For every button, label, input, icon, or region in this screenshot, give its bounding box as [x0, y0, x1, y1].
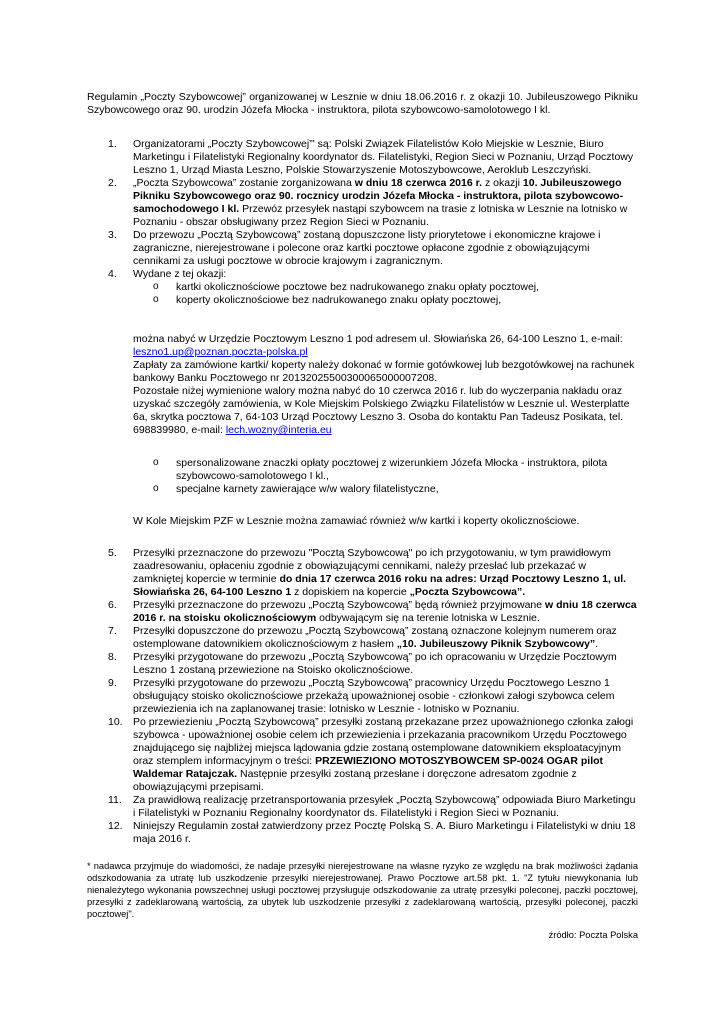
- item-text: Przesyłki dopuszczone do przewozu „Pocztą Szybowcową” zostaną oznaczone kolejnym numerem oraz ostemplowane datownikiem okolicznościowym z hasłem: [133, 625, 617, 650]
- item-text: Przesyłki przeznaczone do przewozu „Pocztą Szybowcową” będą również przyjmowane: [133, 599, 546, 611]
- item-text: Wydane z tej okazji:: [133, 268, 227, 280]
- document-page: [87, 91, 638, 942]
- item-number: 2.: [108, 177, 117, 189]
- item-number: 12.: [108, 820, 123, 832]
- list-item: [87, 625, 638, 651]
- bullet-marker: o: [153, 483, 159, 494]
- item-bold-slogan: „10. Jubileuszowy Piknik Szybowcowy”: [396, 638, 596, 650]
- item-number: 4.: [108, 268, 117, 280]
- item-bold-stamp: PRZEWIEZIONO MOTOSZYBOWCEM SP-0024 OGAR pilot Waldemar Ratajczak.: [133, 755, 604, 780]
- item-number: 1.: [108, 138, 117, 150]
- item-number: 8.: [108, 651, 117, 663]
- item-text: Przewóz przesyłek nastąpi szybowcem na trasie z lotniska w Lesznie na lotnisko w Poznaniu - obszar obsługiwany przez Region Sieci w Poznaniu.: [133, 203, 628, 228]
- item-text: .: [595, 638, 599, 650]
- email-link-leszno[interactable]: leszno1.up@poznan.poczta-polska.pl: [133, 346, 308, 358]
- item-bold-address: do dnia 17 czerwca 2016 roku na adres: Urząd Pocztowy Leszno 1, ul. Słowiańska 26, 64-100 Leszno 1: [133, 573, 627, 598]
- list-item: [87, 547, 638, 599]
- bullet-item: [87, 457, 638, 483]
- item-number: 3.: [108, 229, 117, 241]
- item-number: 5.: [108, 547, 117, 559]
- bullet-text: spersonalizowane znaczki opłaty pocztowej z wizerunkiem Józefa Młocka - instruktora, pilota szybowcowo-samolotowego I kl.,: [176, 457, 608, 482]
- item-bold-date: w dniu 18 czerwca 2016 r.: [354, 177, 483, 189]
- item-text: Do przewozu „Pocztą Szybowcową” zostaną dopuszczone listy priorytetowe i ekonomiczne krajowe i zagraniczne, nierejestrowane i polecone oraz kartki pocztowe opłacone zgodnie z obowiązującymi cennikami za usługi pocztowe w obrocie krajowym i zagranicznym.: [133, 229, 601, 267]
- item-text: Następnie przesyłki zostaną przesłane i doręczone adresatom zgodnie z obowiązującymi przepisami.: [133, 768, 577, 793]
- bullet-text: koperty okolicznościowe bez nadrukowanego znaku opłaty pocztowej,: [176, 294, 502, 306]
- list-item: [87, 716, 638, 794]
- purchase-text: można nabyć w Urzędzie Pocztowym Leszno 1 pod adresem ul. Słowiańska 26, 64-100 Leszno 1, e-mail:: [133, 333, 623, 345]
- item-text: Niniejszy Regulamin został zatwierdzony przez Pocztę Polską S. A. Biuro Marketingu i Filatelistyki w dniu 18 maja 2016 r.: [133, 820, 636, 845]
- item-number: 10.: [108, 716, 123, 728]
- list-item: [87, 794, 638, 820]
- bullet-text: specjalne karnety zawierające w/w walory filatelistyczne,: [176, 483, 439, 495]
- footnote: * nadawca przyjmuje do wiadomości, że nadaje przesyłki nierejestrowane na własne ryzyko ze względu na brak możliwości żądania odszkodowania za utratę lub uszkodzenie przesyłki nierejestrowanej. Prawo Pocztowe art.58 pkt. 1. "Z tytułu niewykonania lub nienależytego wykonania powszechnej usługi pocztowej przysługuje odszkodowanie za utratę przesyłki poleconej, paczki pocztowej, przesyłki z zadeklarowaną wartością, za ubytek lub uszkodzenie przesyłki z zadeklarowaną wartością, przesyłki poleconej, paczki pocztowej".: [87, 861, 638, 919]
- item-bold-label: „Poczta Szybowcowa”.: [409, 586, 526, 598]
- item-text: odbywającym się na terenie lotniska w Lesznie.: [316, 612, 540, 624]
- email-link-contact[interactable]: lech.wozny@interia.eu: [225, 424, 332, 436]
- item-bold-event: 10. Jubileuszowego Pikniku Szybowcowego oraz 90. rocznicy urodzin Józefa Młocka - instruktora, pilota szybowcowo-samochodowego I kl.: [133, 177, 624, 215]
- item-text: Po przewiezieniu „Pocztą Szybowcową” przesyłki zostaną przekazane przez upoważnionego członka załogi szybowca - upoważnionej osobie celem ich przewiezienia i przekazania pracownikom Urzędu Pocztowego znajdującego się najbliżej miejsca lądowania gdzie zostaną ostemplowane datownikiem eksploatacyjnym oraz stemplem informacyjnym o treści:: [133, 716, 634, 767]
- payment-info: [87, 359, 638, 385]
- item-number: 7.: [108, 625, 117, 637]
- bullet-item: [87, 483, 638, 496]
- list-item: [87, 677, 638, 716]
- other-items-text: Pozostałe niżej wymienione walory można nabyć do 10 czerwca 2016 r. lub do wyczerpania nakładu oraz uzyskać szczegóły zamówienia, w Kole Miejskim Polskiego Związku Filatelistów w Lesznie ul. Westerplatte 6a, skrytka pocztowa 7, 64-103 Urząd Pocztowy Leszno 3. Osoba do kontaktu Pan Tadeusz Posikata, tel. 698839980, e-mail:: [133, 385, 630, 436]
- bullet-marker: o: [153, 457, 159, 468]
- bullet-item: [87, 294, 638, 307]
- intro-paragraph: Regulamin „Poczty Szybowcowej” organizowanej w Lesznie w dniu 18.06.2016 r. z okazji 10. Jubileuszowego Pikniku Szybowcowego oraz 90. urodzin Józefa Młocka - instruktora, pilota szybowcowo-samolotowego I kl.: [87, 91, 638, 116]
- item-text: z okazji: [482, 177, 523, 189]
- list-item: [87, 229, 638, 268]
- item-text: Za prawidłową realizację przetransportowania przesyłek „Pocztą Szybowcową” odpowiada Biuro Marketingu i Filatelistyki w Poznaniu Regionalny koordynator ds. Filatelistyki i Region Sieci w Poznaniu.: [133, 794, 636, 819]
- item-text: Przesyłki przeznaczone do przewozu "Pocztą Szybowcową" po ich przygotowaniu, w tym prawidłowym zaadresowaniu, opłaceniu zgodnie z obowiązującymi cennikami, należy przesłać lub przekazać w zamkniętej kopercie w terminie: [133, 547, 611, 585]
- bullet-text: kartki okolicznościowe pocztowe bez nadrukowanego znaku opłaty pocztowej,: [176, 281, 540, 293]
- list-item: [87, 599, 638, 625]
- club-order-note: W Kole Miejskim PZF w Lesznie można zamawiać również w/w kartki i koperty okolicznościowe.: [133, 515, 580, 527]
- item-bold-date: w dniu 18 czerwca 2016 r. na stoisku okolicznościowym: [133, 599, 637, 624]
- payment-text: Zapłaty za zamówione kartki/ koperty należy dokonać w formie gotówkowej lub bezgotówkowej na rachunek bankowy Banku Pocztowego nr 20132025500300065000007208.: [133, 359, 635, 384]
- item-text: z dopiskiem na kopercie: [291, 586, 410, 598]
- list-item: [87, 268, 638, 281]
- item-number: 6.: [108, 599, 117, 611]
- bullet-marker: o: [153, 294, 159, 305]
- list-item: [87, 177, 638, 229]
- item-text: Przesyłki przygotowane do przewozu „Pocztą Szybowcową” po ich opracowaniu w Urzędzie Pocztowym Leszno 1 zostaną przewiezione na Stoisko okolicznościowe.: [133, 651, 617, 676]
- item-text: „Poczta Szybowcowa” zostanie zorganizowana: [133, 177, 355, 189]
- item-number: 11.: [108, 794, 122, 806]
- other-items-info: [87, 385, 638, 437]
- purchase-info: [87, 333, 638, 359]
- list-item: [87, 651, 638, 677]
- bullet-marker: o: [153, 281, 159, 292]
- item-text: Organizatorami „Poczty Szybowcowej”' są: Polski Związek Filatelistów Koło Miejskie w Lesznie, Biuro Marketingu i Filatelistyki Regionalny koordynator ds. Filatelistyki, Region Sieci w Poznaniu, Urząd Pocztowy Leszno 1, Urząd Miasta Leszno, Polskie Stowarzyszenie Motoszybowcowe, Aeroklub Leszczyński.: [133, 138, 634, 176]
- list-item: [87, 820, 638, 846]
- source-note: źródło: Poczta Polska: [548, 930, 638, 941]
- list-item: [87, 138, 638, 177]
- item-number: 9.: [108, 677, 117, 689]
- item-text: Przesyłki przygotowane do przewozu „Pocztą Szybowcową” pracownicy Urzędu Pocztowego Leszno 1 obsługujący stoisko okolicznościowe przekażą upoważnionej osobie - członkowi załogi szybowca celem przewiezienia ich na zaplanowanej trasie: lotnisko w Lesznie - lotnisko w Poznaniu.: [133, 677, 615, 715]
- bullet-item: [87, 281, 638, 294]
